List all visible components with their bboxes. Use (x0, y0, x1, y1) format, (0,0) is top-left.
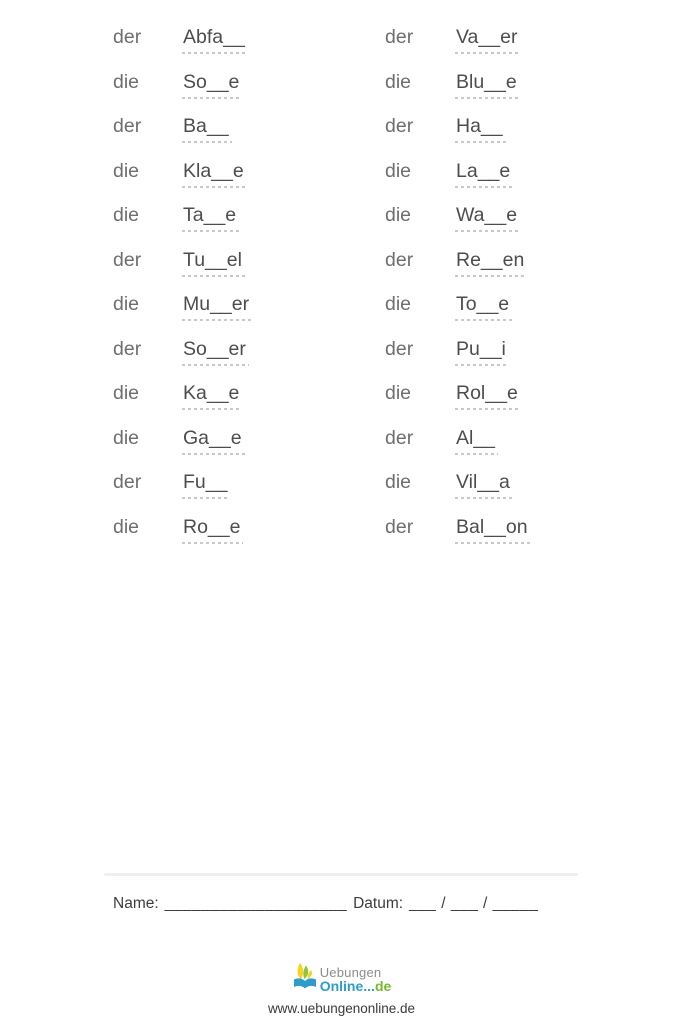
word-list (113, 25, 531, 559)
article-label: die (385, 159, 412, 182)
article-label: der (385, 115, 414, 137)
logo-brand-bottom (320, 979, 392, 993)
article-label: die (385, 293, 412, 315)
website-url: www.uebungenonline.de (267, 1001, 416, 1016)
word-blank: So__er (182, 337, 249, 366)
word-blank: Blu__e (455, 70, 520, 99)
word-row (113, 159, 385, 204)
word-blank: Al__ (455, 426, 498, 455)
word-row (385, 248, 531, 293)
word-column-right (385, 25, 531, 559)
open-book-icon (292, 961, 318, 1000)
word-blank: Va__er (455, 25, 520, 54)
word-blank: Tu__el (182, 248, 245, 277)
logo-dots-text: ... (363, 978, 375, 994)
word-row (113, 337, 385, 382)
name-blank-line: ____________________ (164, 895, 348, 912)
word-blank: Ha__ (455, 114, 506, 143)
name-label: Name: (113, 895, 159, 912)
datum-label: Datum: (353, 895, 404, 912)
article-label: der (385, 426, 414, 449)
word-row (113, 381, 385, 426)
footer-divider (104, 873, 578, 876)
article-label: der (113, 471, 142, 493)
word-row (113, 25, 385, 70)
word-blank: Abfa__ (182, 25, 248, 54)
word-blank: Rol__e (455, 381, 521, 410)
article-label: die (113, 426, 140, 449)
datum-blank-line: ___ / ___ / _____ (409, 895, 539, 912)
word-row (385, 70, 531, 115)
word-blank: To__e (455, 292, 512, 321)
article-label: der (113, 248, 142, 271)
word-row (385, 381, 531, 426)
article-label: die (113, 204, 140, 226)
article-label: die (385, 204, 412, 226)
article-label: die (385, 70, 412, 93)
word-row (113, 426, 385, 471)
word-blank: Ga__e (182, 426, 245, 455)
word-row (113, 248, 385, 293)
word-row (113, 203, 385, 248)
word-row (113, 470, 385, 515)
word-row (385, 426, 531, 471)
word-blank: Mu__er (182, 292, 252, 321)
logo-de-text: de (374, 978, 392, 994)
word-blank: Ro__e (182, 515, 243, 544)
word-blank: So__e (182, 70, 242, 99)
name-date-line (113, 895, 538, 913)
word-blank: Vil__a (455, 470, 513, 499)
word-row (113, 292, 385, 337)
uebungen-online-logo (0, 959, 683, 1000)
word-column-left (113, 25, 385, 559)
word-blank: La__e (455, 159, 513, 188)
word-blank: Pu__i (455, 337, 509, 366)
article-label: der (113, 26, 142, 48)
word-blank: Bal__on (455, 515, 531, 544)
word-row (385, 292, 531, 337)
logo-online-text: Online (319, 978, 364, 994)
word-row (113, 114, 385, 159)
article-label: der (385, 26, 414, 48)
word-blank: Ba__ (182, 114, 232, 143)
word-row (385, 25, 531, 70)
article-label: die (113, 159, 140, 182)
article-label: die (113, 382, 140, 404)
article-label: der (113, 115, 142, 137)
word-blank: Fu__ (182, 470, 230, 499)
word-row (385, 470, 531, 515)
article-label: der (385, 515, 414, 538)
word-row (385, 337, 531, 382)
logo-brand-top: Uebungen (319, 965, 382, 980)
logo-text (320, 966, 392, 993)
word-blank: Kla__e (182, 159, 247, 188)
word-blank: Wa__e (455, 203, 520, 232)
word-row (113, 70, 385, 115)
word-blank: Ta__e (182, 203, 239, 232)
article-label: die (113, 293, 140, 315)
word-row (385, 114, 531, 159)
word-row (113, 515, 385, 560)
article-label: die (113, 70, 140, 93)
word-blank: Re__en (455, 248, 527, 277)
article-label: die (385, 471, 412, 493)
word-row (385, 159, 531, 204)
article-label: der (385, 248, 414, 271)
word-row (385, 515, 531, 560)
article-label: die (113, 515, 140, 538)
article-label: der (113, 337, 142, 360)
article-label: die (385, 382, 412, 404)
article-label: der (385, 337, 414, 360)
word-row (385, 203, 531, 248)
word-blank: Ka__e (182, 381, 242, 410)
